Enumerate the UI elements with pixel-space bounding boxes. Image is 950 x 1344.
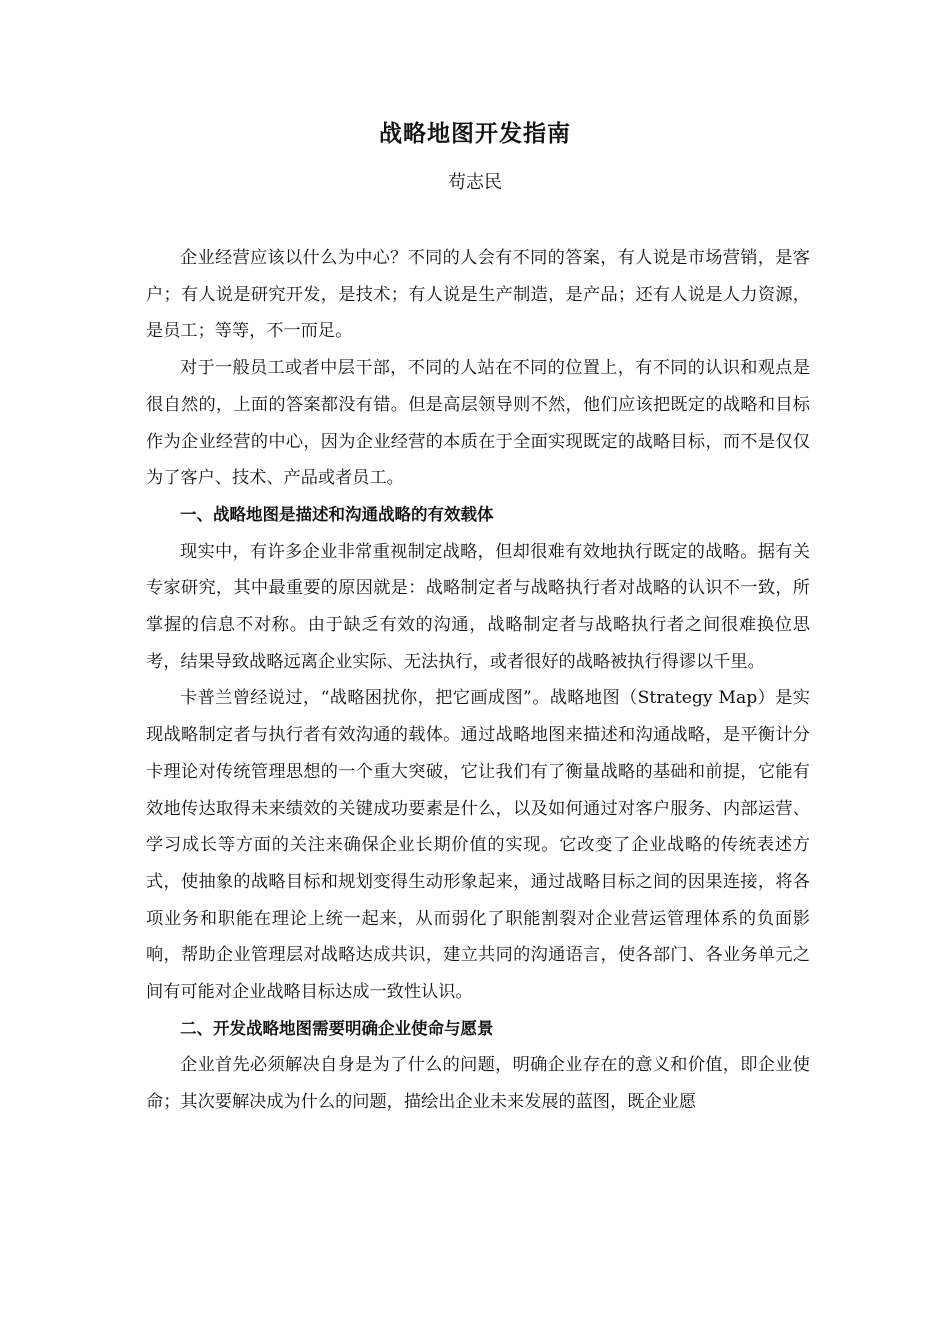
paragraph-reality: 现实中，有许多企业非常重视制定战略，但却很难有效地执行既定的战略。据有关专家研究，其中最重要的原因就是：战略制定者与战略执行者对战略的认识不一致，所掌握的信息不对称。由于缺乏有效的沟通，战略制定者与战略执行者之间很难换位思考，结果导致战略远离企业实际、无法执行，或者很好的战略被执行得谬以千里。 [146,541,810,672]
paragraph-intro: 企业经营应该以什么为中心？不同的人会有不同的答案，有人说是市场营销，是客户；有人说是研究开发，是技术；有人说是生产制造，是产品；还有人说是人力资源，是员工；等等，不一而足。 [146,248,810,342]
section-heading-1: 一、战略地图是描述和沟通战略的有效载体 [180,504,494,524]
section-heading-2: 二、开发战略地图需要明确企业使命与愿景 [180,1018,494,1038]
paragraph-kaplan: 卡普兰曾经说过，“战略困扰你，把它画成图”。战略地图（Strategy Map）是实现战略制定者与执行者有效沟通的载体。通过战略地图来描述和沟通战略，是平衡计分卡理论对传统管理思想的一个重大突破，它让我们有了衡量战略的基础和前提，它能有效地传达取得未来绩效的关键成功要素是什么，以及如何通过对客户服务、内部运营、学习成长等方面的关注来确保企业长期价值的实现。它改变了企业战略的传统表述方式，使抽象的战略目标和规划变得生动形象起来，通过战略目标之间的因果连接，将各项业务和职能在理论上统一起来，从而弱化了职能割裂对企业营运管理体系的负面影响，帮助企业管理层对战略达成共识，建立共同的沟通语言，使各部门、各业务单元之间有可能对企业战略目标达成一致性认识。 [146,688,810,1003]
paragraph-mission: 企业首先必须解决自身是为了什么的问题，明确企业存在的意义和价值，即企业使命；其次要解决成为什么的问题，描绘出企业未来发展的蓝图，既企业愿 [146,1055,810,1113]
document-body [146,240,810,1121]
paragraph-leadership: 对于一般员工或者中层干部，不同的人站在不同的位置上，有不同的认识和观点是很自然的，上面的答案都没有错。但是高层领导则不然，他们应该把既定的战略和目标作为企业经营的中心，因为企业经营的本质在于全面实现既定的战略目标，而不是仅仅为了客户、技术、产品或者员工。 [146,358,810,489]
document-title: 战略地图开发指南 [379,121,571,147]
document-author: 苟志民 [448,172,502,193]
